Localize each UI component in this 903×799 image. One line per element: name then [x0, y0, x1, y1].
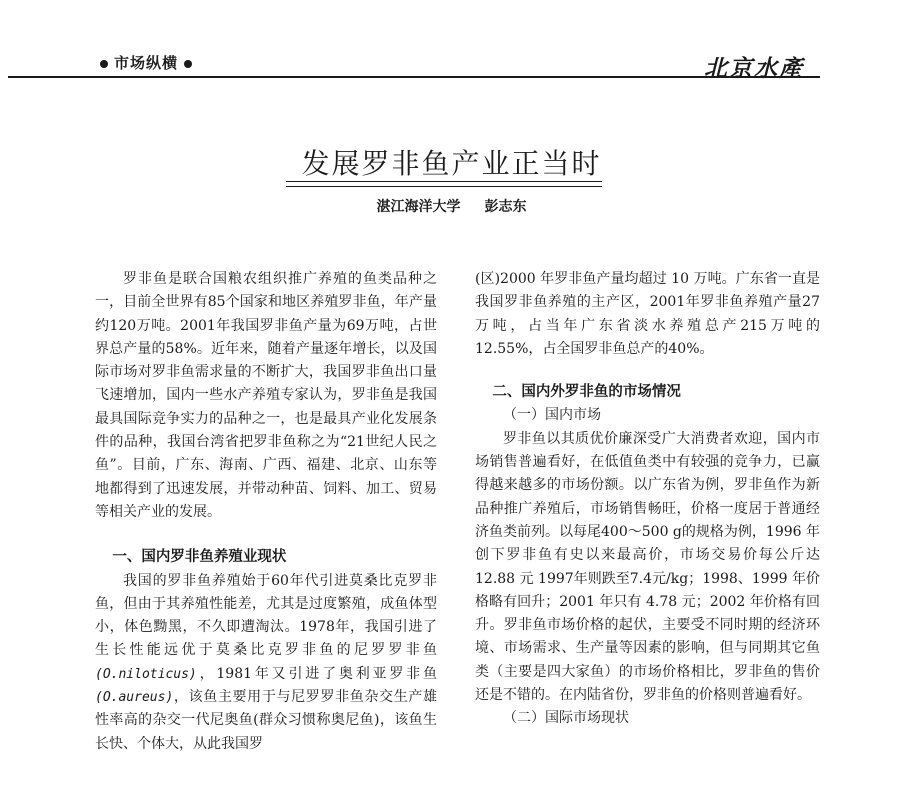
title-underline [286, 181, 602, 182]
journal-name: 北京水產 [704, 55, 804, 82]
section-heading-2: 二、国内外罗非鱼的市场情况 [492, 384, 681, 401]
section-heading-1: 一、国内罗非鱼养殖业现状 [112, 549, 287, 566]
species-name: (O.niloticus) [95, 666, 197, 682]
bullet-icon [100, 60, 108, 68]
left-column [95, 268, 437, 756]
species-name: (O.aureus) [95, 690, 174, 706]
bullet-icon [184, 60, 192, 68]
intro-paragraph: 罗非鱼是联合国粮农组织推广养殖的鱼类品种之一，目前全世界有85个国家和地区养殖罗非鱼，年产量约120万吨。2001年我国罗非鱼产量为69万吨，占世界总产量的58%。近年来，随着产量逐年增长，以及国际市场对罗非鱼需求量的不断扩大，我国罗非鱼出口量飞速增加，国内一些水产养殖专家认为，罗非鱼是我国最具国际竞争实力的品种之一，也是最具产业化发展条件的品种，我国台湾省把罗非鱼称之为“21世纪人民之鱼”。目前，广东、海南、广西、福建、北京、山东等地都得到了迅速发展，并带动种苗、饲料、加工、贸易等相关产业的发展。 [95, 271, 437, 520]
author-affiliation: 湛江海洋大学 [376, 199, 461, 215]
byline [0, 196, 903, 216]
section-name: 市场纵横 [114, 54, 179, 72]
title-underline-thin [286, 186, 602, 187]
continued-paragraph: (区)2000 年罗非鱼产量均超过 10 万吨。广东省一直是我国罗非鱼养殖的主产区，2001年罗非鱼养殖产量27万吨，占当年广东省淡水养殖总产215万吨的12.55%，占全国罗非鱼总产的40%。 [475, 271, 820, 357]
header-divider [8, 76, 820, 78]
right-column [475, 268, 820, 731]
author-name: 彭志东 [484, 199, 527, 215]
subheading-domestic-market: （一）国内市场 [503, 407, 601, 424]
subheading-international-market: （二）国际市场现状 [503, 710, 629, 727]
article-title: 发展罗非鱼产业正当时 [301, 147, 602, 180]
domestic-market-paragraph: 罗非鱼以其质优价廉深受广大消费者欢迎，国内市场销售普遍看好，在低值鱼类中有较强的竞争力，已赢得越来越多的市场份额。以广东省为例，罗非鱼作为新品种推广养殖后，市场销售畅旺，价格一度居于普通经济鱼类前列。以每尾400～500 g的规格为例，1996 年创下罗非鱼有史以来最高价，市场交易价每公斤达 12.88 元 1997年则跌至7.4元/kg；1998、1999 年价格略有回升；2001 年只有 4.78 元；2002 年价格有回升。罗非鱼市场价格的起伏，主要受不同时期的经济环境、市场需求、生产量等因素的影响，但与同期其它鱼类（主要是四大家鱼）的市场价格相比，罗非鱼的售价还是不错的。在内陆省份，罗非鱼的价格则普遍看好。 [475, 430, 820, 704]
section-label [94, 52, 198, 73]
domestic-status-paragraph: 我国的罗非鱼养殖始于60年代引进莫桑比克罗非鱼，但由于其养殖性能差，尤其是过度繁殖，成鱼体型小，体色黝黑，不久即遭淘汰。1978年，我国引进了生长性能远优于莫桑比克罗非鱼的尼罗罗非鱼(O.niloticus)，1981年又引进了奥利亚罗非鱼(O.aureus)，该鱼主要用于与尼罗罗非鱼杂交生产雄性率高的杂交一代尼奥鱼(群众习惯称奥尼鱼)，该鱼生长快、个体大，从此我国罗 [95, 572, 437, 752]
